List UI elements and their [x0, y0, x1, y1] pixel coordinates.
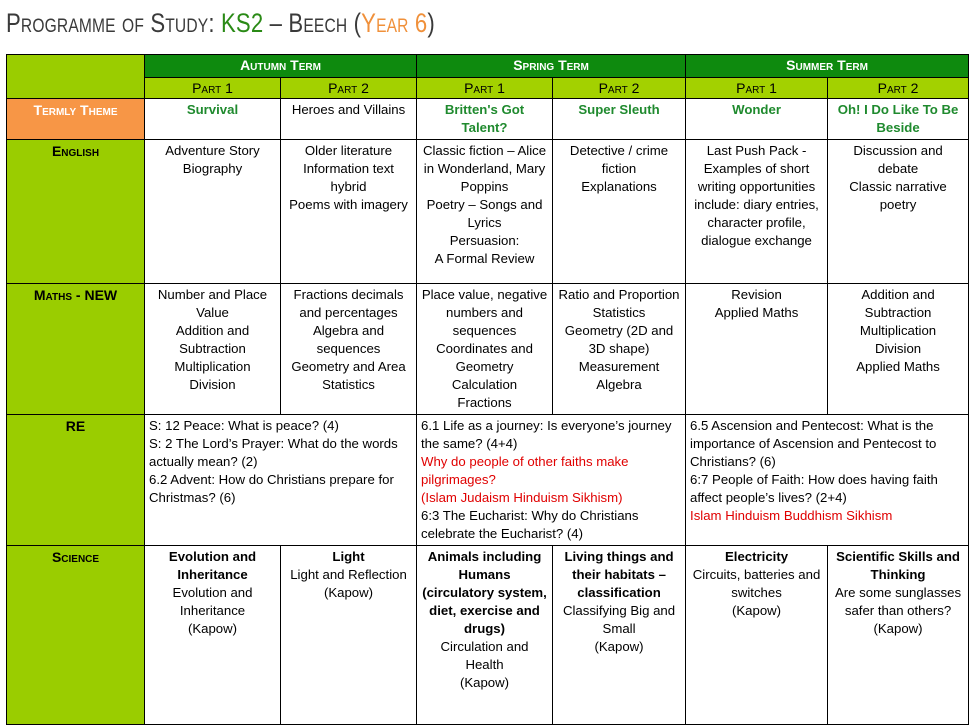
cell-line: Fractions decimals and percentages	[293, 287, 404, 320]
cell-line: Number and Place Value	[157, 287, 268, 320]
science-cell	[417, 546, 553, 725]
science-cell	[553, 546, 686, 725]
cell-line: Statistics	[592, 305, 646, 320]
row-header-re: RE	[7, 415, 145, 546]
maths-cell	[281, 284, 417, 415]
row-header-english: English	[7, 140, 145, 284]
cell-line: 6.5 Ascension and Pentecost: What is the importance of Ascension and Pentecost to Christians? (6)	[690, 418, 937, 469]
science-cell	[686, 546, 828, 725]
cell-line: Circulation and Health	[440, 639, 529, 672]
cell-line: Adventure Story	[165, 143, 260, 158]
maths-cell	[417, 284, 553, 415]
row-header-science: Science	[7, 546, 145, 725]
english-cell	[281, 140, 417, 284]
english-cell	[828, 140, 969, 284]
cell-line: Are some sunglasses safer than others?	[834, 585, 962, 618]
part-header: Part 2	[828, 78, 969, 99]
part-header: Part 2	[281, 78, 417, 99]
cell-line: (Kapow)	[323, 585, 374, 600]
cell-line: Place value, negative numbers and sequences	[421, 287, 548, 338]
theme-cell: Britten's Got Talent?	[417, 99, 553, 140]
cell-line: Addition and Subtraction	[861, 287, 935, 320]
cell-line: Fractions	[457, 395, 512, 410]
title-suffix: )	[427, 8, 435, 38]
cell-topic: Light	[332, 549, 365, 564]
cell-line: Statistics	[322, 377, 375, 392]
cell-line: Classic fiction – Alice in Wonderland, Mary Poppins	[422, 143, 547, 194]
cell-topic: Evolution and Inheritance	[168, 549, 257, 582]
row-header-maths: Maths - NEW	[7, 284, 145, 415]
maths-cell	[686, 284, 828, 415]
programme-of-study-table	[6, 54, 969, 725]
cell-line: Division	[189, 377, 236, 392]
cell-line: Multiplication	[174, 359, 251, 374]
title-middle: – Beech (	[263, 8, 362, 38]
cell-line: (Kapow)	[873, 621, 923, 636]
part-header: Part 2	[553, 78, 686, 99]
term-header-autumn: Autumn Term	[145, 55, 417, 78]
cell-line: Older literature	[304, 143, 393, 158]
cell-topic: Scientific Skills and Thinking	[836, 549, 960, 582]
term-header-spring: Spring Term	[417, 55, 686, 78]
science-cell	[145, 546, 281, 725]
cell-line: 6.1 Life as a journey: Is everyone’s journey the same? (4+4)	[421, 418, 672, 451]
re-cell-autumn	[145, 415, 417, 546]
part-header: Part 1	[686, 78, 828, 99]
cell-line: Explanations	[581, 179, 657, 194]
cell-line: Measurement	[578, 359, 660, 374]
cell-line: Ratio and Proportion	[558, 287, 680, 302]
theme-cell: Oh! I Do Like To Be Beside	[828, 99, 969, 140]
english-cell	[686, 140, 828, 284]
cell-line: Information text hybrid	[303, 161, 394, 194]
cell-line: 6:3 The Eucharist: Why do Christians celebrate the Eucharist? (4)	[421, 508, 639, 541]
cell-line: Geometry and Area	[291, 359, 406, 374]
page-title	[6, 4, 435, 42]
part-header: Part 1	[145, 78, 281, 99]
title-prefix: Programme of Study:	[6, 8, 221, 38]
science-cell	[828, 546, 969, 725]
cell-line: Biography	[182, 161, 243, 176]
theme-cell: Heroes and Villains	[281, 99, 417, 140]
cell-line: 6.2 Advent: How do Christians prepare for Christmas? (6)	[149, 472, 394, 505]
cell-line: Last Push Pack - Examples of short writing opportunities include: diary entries, character profile, dialogue exchange	[694, 143, 819, 248]
cell-line: S: 2 The Lord’s Prayer: What do the words actually mean? (2)	[149, 436, 398, 469]
term-header-summer: Summer Term	[686, 55, 969, 78]
cell-line: S: 12 Peace: What is peace? (4)	[149, 418, 339, 433]
maths-cell	[145, 284, 281, 415]
cell-line: Evolution and Inheritance	[172, 585, 253, 618]
cell-line: 6:7 People of Faith: How does having faith affect people’s lives? (2+4)	[690, 472, 938, 505]
science-cell	[281, 546, 417, 725]
cell-line: Discussion and debate	[853, 143, 943, 176]
cell-line: Light and Reflection	[290, 567, 407, 582]
cell-line-red: (Islam Judaism Hinduism Sikhism)	[421, 490, 623, 505]
cell-line: Calculation	[451, 377, 518, 392]
cell-line-red: Islam Hinduism Buddhism Sikhism	[690, 508, 893, 523]
theme-cell: Survival	[145, 99, 281, 140]
maths-cell	[828, 284, 969, 415]
cell-topic: Electricity	[725, 549, 789, 564]
english-cell	[417, 140, 553, 284]
cell-line: (Kapow)	[731, 603, 782, 618]
title-ks2: KS2	[220, 8, 264, 38]
cell-line: Poems with imagery	[289, 197, 408, 212]
cell-line: Classic narrative poetry	[849, 179, 947, 212]
cell-line-red: Why do people of other faiths make pilgrimages?	[421, 454, 629, 487]
cell-line: (Kapow)	[594, 639, 644, 654]
title-year: Year 6	[361, 8, 428, 38]
cell-line: Circuits, batteries and switches	[692, 567, 821, 600]
cell-line: Algebra	[596, 377, 642, 392]
cell-line: Revision	[731, 287, 782, 302]
cell-line: Geometry (2D and 3D shape)	[564, 323, 674, 356]
maths-cell	[553, 284, 686, 415]
cell-topic: Living things and their habitats – classification	[564, 549, 674, 600]
cell-line: Classifying Big and Small	[562, 603, 676, 636]
cell-line: (Kapow)	[459, 675, 510, 690]
part-header: Part 1	[417, 78, 553, 99]
cell-line: Coordinates and Geometry	[436, 341, 533, 374]
theme-cell: Super Sleuth	[553, 99, 686, 140]
theme-cell: Wonder	[686, 99, 828, 140]
cell-line: A Formal Review	[434, 251, 535, 266]
re-cell-spring	[417, 415, 686, 546]
table-corner	[7, 55, 145, 99]
row-header-termly-theme: Termly Theme	[7, 99, 145, 140]
english-cell	[145, 140, 281, 284]
cell-line: Poetry – Songs and Lyrics	[426, 197, 543, 230]
cell-line: Persuasion:	[449, 233, 520, 248]
cell-line: Division	[874, 341, 922, 356]
cell-line: Algebra and sequences	[312, 323, 385, 356]
cell-line: Applied Maths	[856, 359, 940, 374]
english-cell	[553, 140, 686, 284]
cell-line: (Kapow)	[187, 621, 238, 636]
cell-line: Detective / crime fiction	[569, 143, 669, 176]
cell-line: Addition and Subtraction	[175, 323, 250, 356]
re-cell-summer	[686, 415, 969, 546]
cell-line: Multiplication	[859, 323, 937, 338]
cell-line: Applied Maths	[714, 305, 799, 320]
cell-topic: Animals including Humans (circulatory system, diet, exercise and drugs)	[422, 549, 547, 636]
